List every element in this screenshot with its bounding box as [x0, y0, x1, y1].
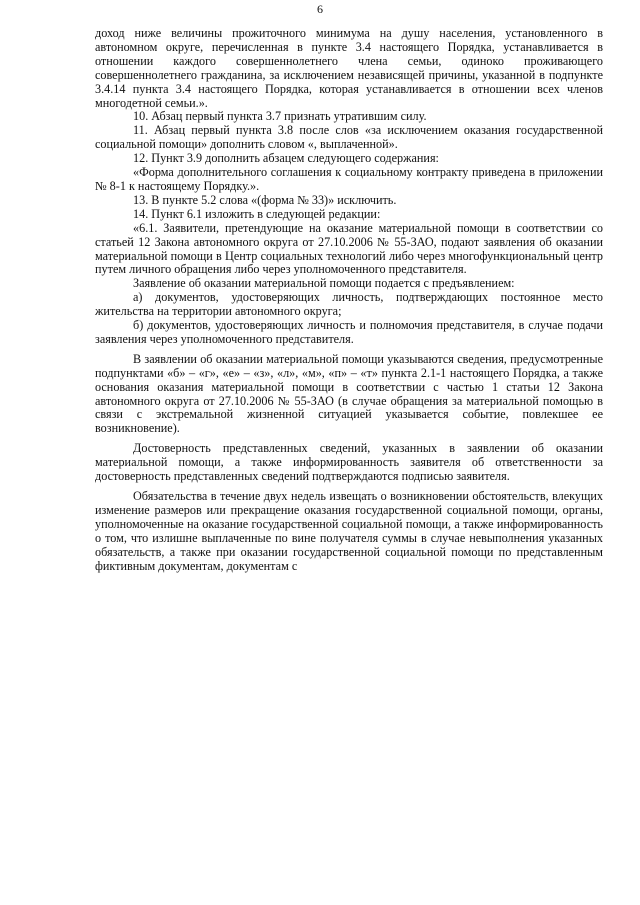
- paragraph-item-13: 13. В пункте 5.2 слова «(форма № 33)» исключить.: [133, 192, 397, 207]
- paragraph-quote-form: «Форма дополнительного соглашения к социальному контракту приведена в приложении № 8-1 к настоящему Порядку.».: [95, 165, 603, 193]
- paragraph-application-docs: Заявление об оказании материальной помощи подается с предъявлением:: [133, 276, 515, 291]
- paragraph-item-12: 12. Пункт 3.9 дополнить абзацем следующего содержания:: [133, 151, 439, 166]
- page-number: 6: [317, 2, 323, 16]
- paragraph-reliability: Достоверность представленных сведений, указанных в заявлении об оказании материальной помощи, а также информированность заявителя об ответственности за достоверность представленных сведений подтверждаются подписью заявителя.: [95, 441, 603, 484]
- paragraph-subitem-b: б) документов, удостоверяющих личность и полномочия представителя, в случае подачи заявления через уполномоченного представителя.: [95, 318, 603, 346]
- paragraph-item-10: 10. Абзац первый пункта 3.7 признать утратившим силу.: [133, 109, 427, 124]
- paragraph-item-14: 14. Пункт 6.1 изложить в следующей редакции:: [133, 206, 381, 221]
- paragraph-clause-6-1: «6.1. Заявители, претендующие на оказание материальной помощи в соответствии со статьей 12 Закона автономного округа от 27.10.2006 № 55-ЗАО, подают заявления об оказании материальной помощи в Центр социальных технологий либо через многофункциональный центр путем личного обращения либо через уполномоченного представителя.: [95, 220, 603, 277]
- paragraph-continuation: доход ниже величины прожиточного минимума на душу населения, установленного в автономном округе, перечисленная в пункте 3.4 настоящего Порядка, устанавливается в отношении каждого совершеннолетнего члена семьи, одиноко проживающего совершеннолетнего гражданина, за исключением независящей причины, указанной в подпункте 3.4.14 пункта 3.4 настоящего Порядка, которая устанавливается в отношении всех членов многодетной семьи.».: [95, 26, 603, 110]
- document-body: [95, 27, 603, 573]
- paragraph-subitem-a: а) документов, удостоверяющих личность, подтверждающих постоянное место жительства на территории автономного округа;: [95, 290, 603, 319]
- paragraph-item-11: 11. Абзац первый пункта 3.8 после слов «за исключением оказания государственной социальной помощи» дополнить словом «, выплаченной».: [95, 123, 603, 152]
- paragraph-application-info: В заявлении об оказании материальной помощи указываются сведения, предусмотренные подпунктами «б» – «г», «е» – «з», «л», «м», «п» – «т» пункта 2.1-1 настоящего Порядка, а также основания оказания материальной помощи в соответствии с частью 1 статьи 12 Закона автономного округа от 27.10.2006 № 55-ЗАО (в случае обращения за материальной помощью в связи с экстремальной жизненной ситуацией указывается событие, повлекшее ее возникновение).: [95, 351, 603, 436]
- paragraph-obligations: Обязательства в течение двух недель извещать о возникновении обстоятельств, влекущих изменение размеров или прекращение оказания государственной социальной помощи, органы, уполномоченные на оказание государственной социальной помощи, а также информированность о том, что излишне выплаченные по вине получателя суммы в случае невыполнения указанных обязательств, а также при оказании государственной социальной помощи по представленным фиктивным документам, документам с: [95, 489, 603, 573]
